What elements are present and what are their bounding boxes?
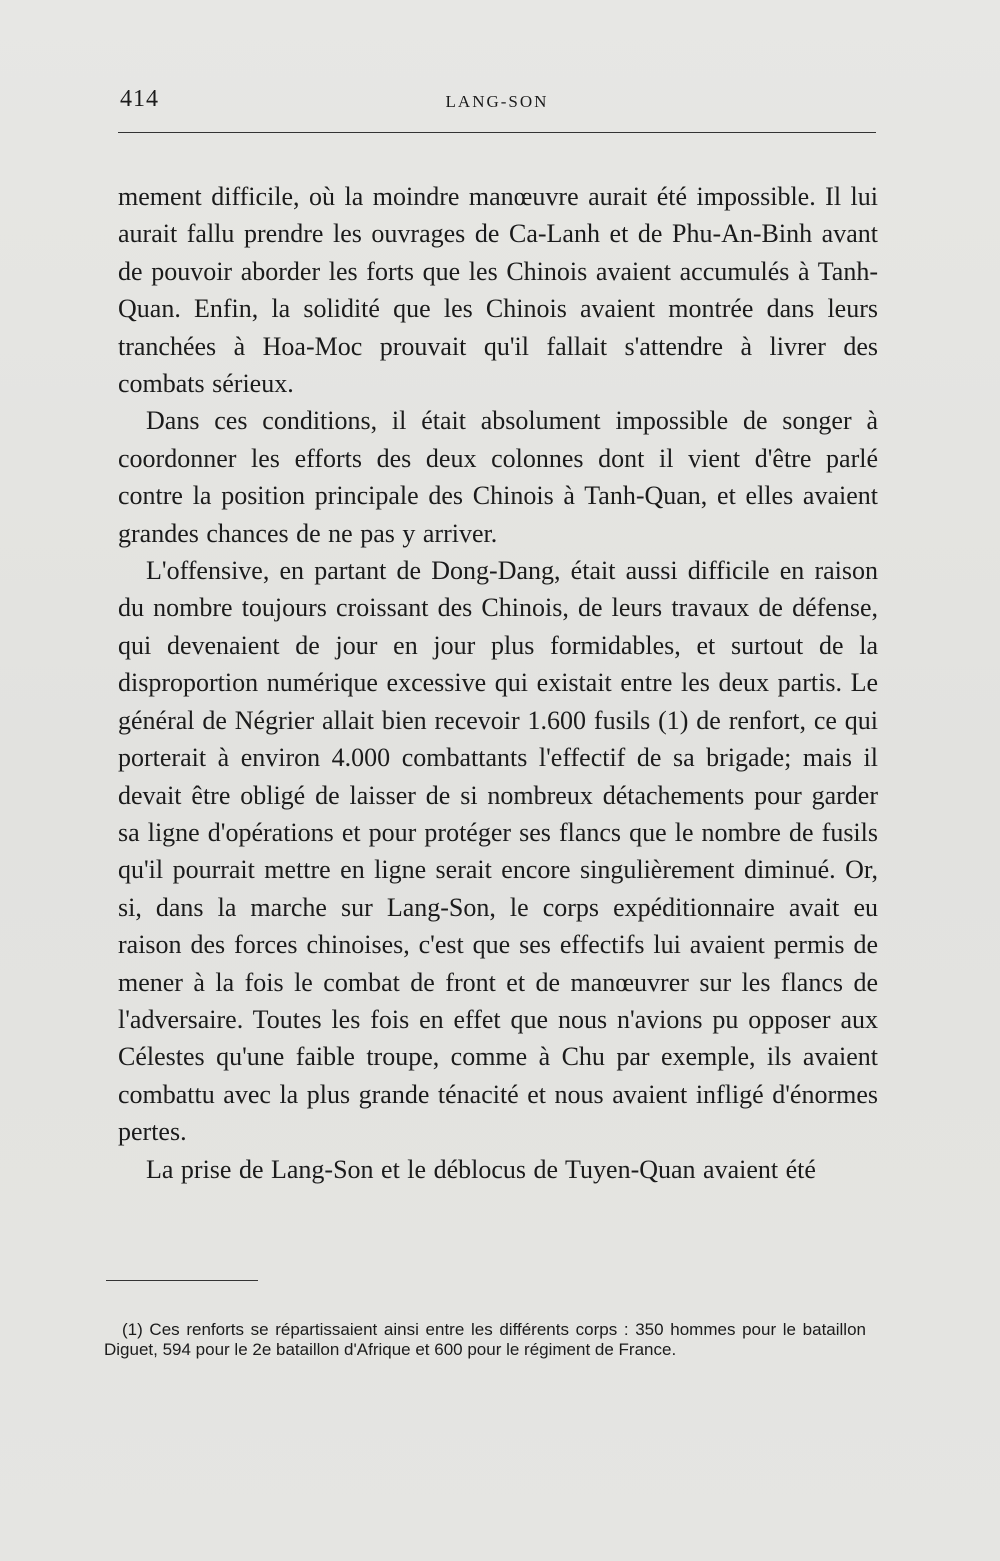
page-number: 414 [120, 86, 159, 112]
paragraph-3: L'offensive, en partant de Dong-Dang, était aussi difficile en raison du nombre toujours croissant des Chinois, de leurs travaux de défense, qui devenaient de jour en jour plus formidables, et surtout de la disproportion numérique excessive qui existait entre les deux partis. Le général de Négrier allait bien recevoir 1.600 fusils (1) de renfort, ce qui porterait à environ 4.000 combattants l'effectif de sa brigade; mais il devait être obligé de laisser de si nombreux détachements pour garder sa ligne d'opérations et pour protéger ses flancs que le nombre de fusils qu'il pourrait mettre en ligne serait encore singulièrement diminué. Or, si, dans la marche sur Lang-Son, le corps expéditionnaire avait eu raison des forces chinoises, c'est que ses effectifs lui avaient permis de mener à la fois le combat de front et de manœuvrer sur les flancs de l'adversaire. Toutes les fois en effet que nous n'avions pu opposer aux Célestes qu'une faible troupe, comme à Chu par exemple, ils avaient combattu avec la plus grande ténacité et nous avaient infligé d'énormes pertes. [118, 556, 878, 1147]
running-head: LANG-SON [445, 92, 549, 111]
page-header [118, 80, 876, 133]
footnote [104, 1320, 866, 1360]
footnote-rule [106, 1280, 258, 1281]
paragraph-4: La prise de Lang-Son et le déblocus de Tuyen-Quan avaient été [146, 1154, 816, 1184]
paragraph-1: mement difficile, où la moindre manœuvre aurait été impossible. Il lui aurait fallu prendre les ouvrages de Ca-Lanh et de Phu-An-Binh avant de pouvoir aborder les forts que les Chinois avaient accumulés à Tanh-Quan. Enfin, la solidité que les Chinois avaient montrée dans leurs tranchées à Hoa-Moc prouvait qu'il fallait s'attendre à livrer des combats sérieux. [118, 182, 878, 399]
paragraph-2: Dans ces conditions, il était absolument impossible de songer à coordonner les efforts des deux colonnes dont il vient d'être parlé contre la position principale des Chinois à Tanh-Quan, et elles avaient grandes chances de ne pas y arriver. [118, 406, 878, 548]
body-text [118, 178, 878, 1188]
footnote-text: (1) Ces renforts se répartissaient ainsi entre les différents corps : 350 hommes pour le bataillon Diguet, 594 pour le 2e bataillon d'Afrique et 600 pour le régiment de France. [104, 1320, 866, 1359]
